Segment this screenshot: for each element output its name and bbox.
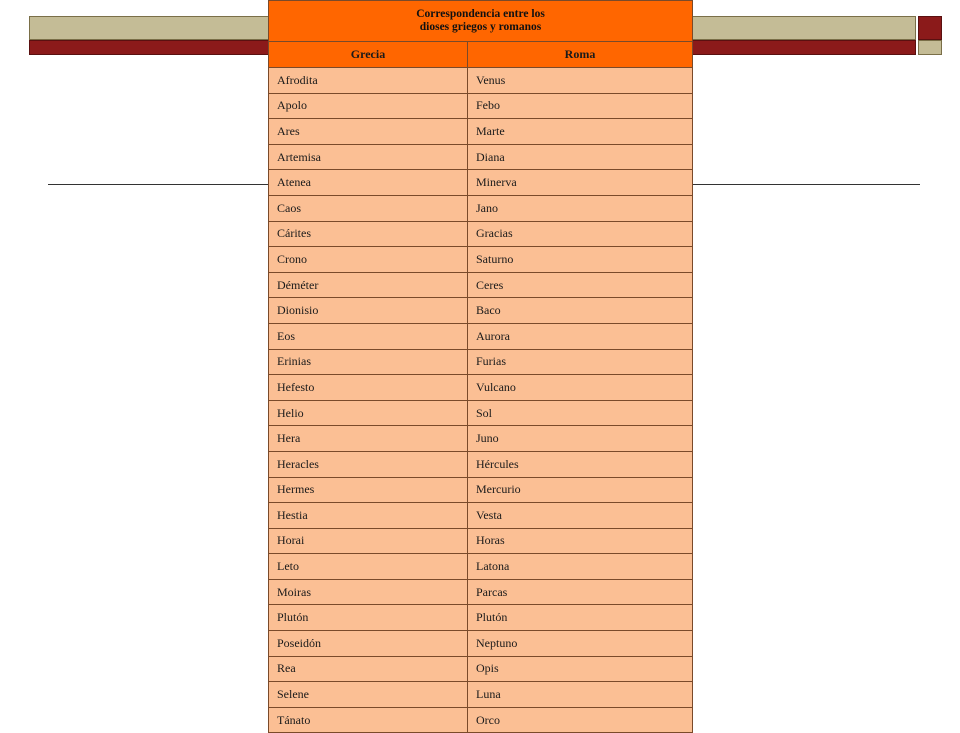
roman-god-name: Luna bbox=[468, 682, 693, 708]
table-row bbox=[269, 656, 693, 682]
roman-god-name: Sol bbox=[468, 400, 693, 426]
gods-correspondence-table bbox=[268, 0, 693, 733]
roman-god-name: Febo bbox=[468, 93, 693, 119]
roman-god-name: Marte bbox=[468, 119, 693, 145]
table-row bbox=[269, 451, 693, 477]
roman-god-name: Minerva bbox=[468, 170, 693, 196]
table-title-line-1: Correspondencia entre los bbox=[416, 8, 545, 20]
table-row bbox=[269, 426, 693, 452]
table-row bbox=[269, 605, 693, 631]
table-title-line-2: dioses griegos y romanos bbox=[419, 21, 542, 33]
greek-god-name: Apolo bbox=[269, 93, 468, 119]
roman-god-name: Furias bbox=[468, 349, 693, 375]
greek-god-name: Hera bbox=[269, 426, 468, 452]
greek-god-name: Helio bbox=[269, 400, 468, 426]
roman-god-name: Baco bbox=[468, 298, 693, 324]
table-row bbox=[269, 119, 693, 145]
greek-god-name: Hermes bbox=[269, 477, 468, 503]
roman-god-name: Horas bbox=[468, 528, 693, 554]
greek-god-name: Hefesto bbox=[269, 375, 468, 401]
roman-god-name: Jano bbox=[468, 195, 693, 221]
horizontal-rule-left bbox=[48, 184, 269, 185]
greek-god-name: Horai bbox=[269, 528, 468, 554]
decorative-band-red-right bbox=[692, 40, 916, 55]
greek-god-name: Caos bbox=[269, 195, 468, 221]
table-row bbox=[269, 323, 693, 349]
table-title bbox=[269, 1, 693, 42]
roman-god-name: Opis bbox=[468, 656, 693, 682]
greek-god-name: Heracles bbox=[269, 451, 468, 477]
table-row bbox=[269, 68, 693, 94]
roman-god-name: Juno bbox=[468, 426, 693, 452]
table-row bbox=[269, 682, 693, 708]
decorative-band-olive-left bbox=[29, 16, 269, 40]
table-body bbox=[269, 68, 693, 733]
greek-god-name: Atenea bbox=[269, 170, 468, 196]
roman-god-name: Latona bbox=[468, 554, 693, 580]
roman-god-name: Gracias bbox=[468, 221, 693, 247]
roman-god-name: Saturno bbox=[468, 247, 693, 273]
table-row bbox=[269, 247, 693, 273]
greek-god-name: Ares bbox=[269, 119, 468, 145]
table-row bbox=[269, 298, 693, 324]
greek-god-name: Plutón bbox=[269, 605, 468, 631]
table-row bbox=[269, 554, 693, 580]
table-row bbox=[269, 272, 693, 298]
horizontal-rule-right bbox=[692, 184, 920, 185]
table-row bbox=[269, 375, 693, 401]
greek-god-name: Crono bbox=[269, 247, 468, 273]
column-header-roman: Roma bbox=[468, 42, 693, 68]
greek-god-name: Eos bbox=[269, 323, 468, 349]
roman-god-name: Ceres bbox=[468, 272, 693, 298]
table-row bbox=[269, 170, 693, 196]
roman-god-name: Orco bbox=[468, 707, 693, 733]
decorative-band-olive-right bbox=[692, 16, 916, 40]
greek-god-name: Hestia bbox=[269, 503, 468, 529]
table-row bbox=[269, 528, 693, 554]
roman-god-name: Vesta bbox=[468, 503, 693, 529]
roman-god-name: Aurora bbox=[468, 323, 693, 349]
table-title-row bbox=[269, 1, 693, 42]
greek-god-name: Dionisio bbox=[269, 298, 468, 324]
roman-god-name: Mercurio bbox=[468, 477, 693, 503]
table-row bbox=[269, 93, 693, 119]
roman-god-name: Plutón bbox=[468, 605, 693, 631]
decorative-square-red bbox=[918, 16, 942, 40]
roman-god-name: Diana bbox=[468, 144, 693, 170]
greek-god-name: Rea bbox=[269, 656, 468, 682]
greek-god-name: Artemisa bbox=[269, 144, 468, 170]
greek-god-name: Déméter bbox=[269, 272, 468, 298]
roman-god-name: Parcas bbox=[468, 579, 693, 605]
table-row bbox=[269, 503, 693, 529]
greek-god-name: Tánato bbox=[269, 707, 468, 733]
table-row bbox=[269, 400, 693, 426]
greek-god-name: Afrodita bbox=[269, 68, 468, 94]
greek-god-name: Cárites bbox=[269, 221, 468, 247]
table-row bbox=[269, 221, 693, 247]
table-row bbox=[269, 477, 693, 503]
table-row bbox=[269, 631, 693, 657]
decorative-band-red-left bbox=[29, 40, 269, 55]
table-row bbox=[269, 707, 693, 733]
decorative-square-olive bbox=[918, 40, 942, 55]
roman-god-name: Hércules bbox=[468, 451, 693, 477]
table-row bbox=[269, 349, 693, 375]
greek-god-name: Selene bbox=[269, 682, 468, 708]
table-header-row bbox=[269, 42, 693, 68]
roman-god-name: Venus bbox=[468, 68, 693, 94]
greek-god-name: Poseidón bbox=[269, 631, 468, 657]
roman-god-name: Neptuno bbox=[468, 631, 693, 657]
roman-god-name: Vulcano bbox=[468, 375, 693, 401]
table-row bbox=[269, 579, 693, 605]
greek-god-name: Erinias bbox=[269, 349, 468, 375]
table-row bbox=[269, 144, 693, 170]
greek-god-name: Leto bbox=[269, 554, 468, 580]
table-row bbox=[269, 195, 693, 221]
greek-god-name: Moiras bbox=[269, 579, 468, 605]
column-header-greek: Grecia bbox=[269, 42, 468, 68]
